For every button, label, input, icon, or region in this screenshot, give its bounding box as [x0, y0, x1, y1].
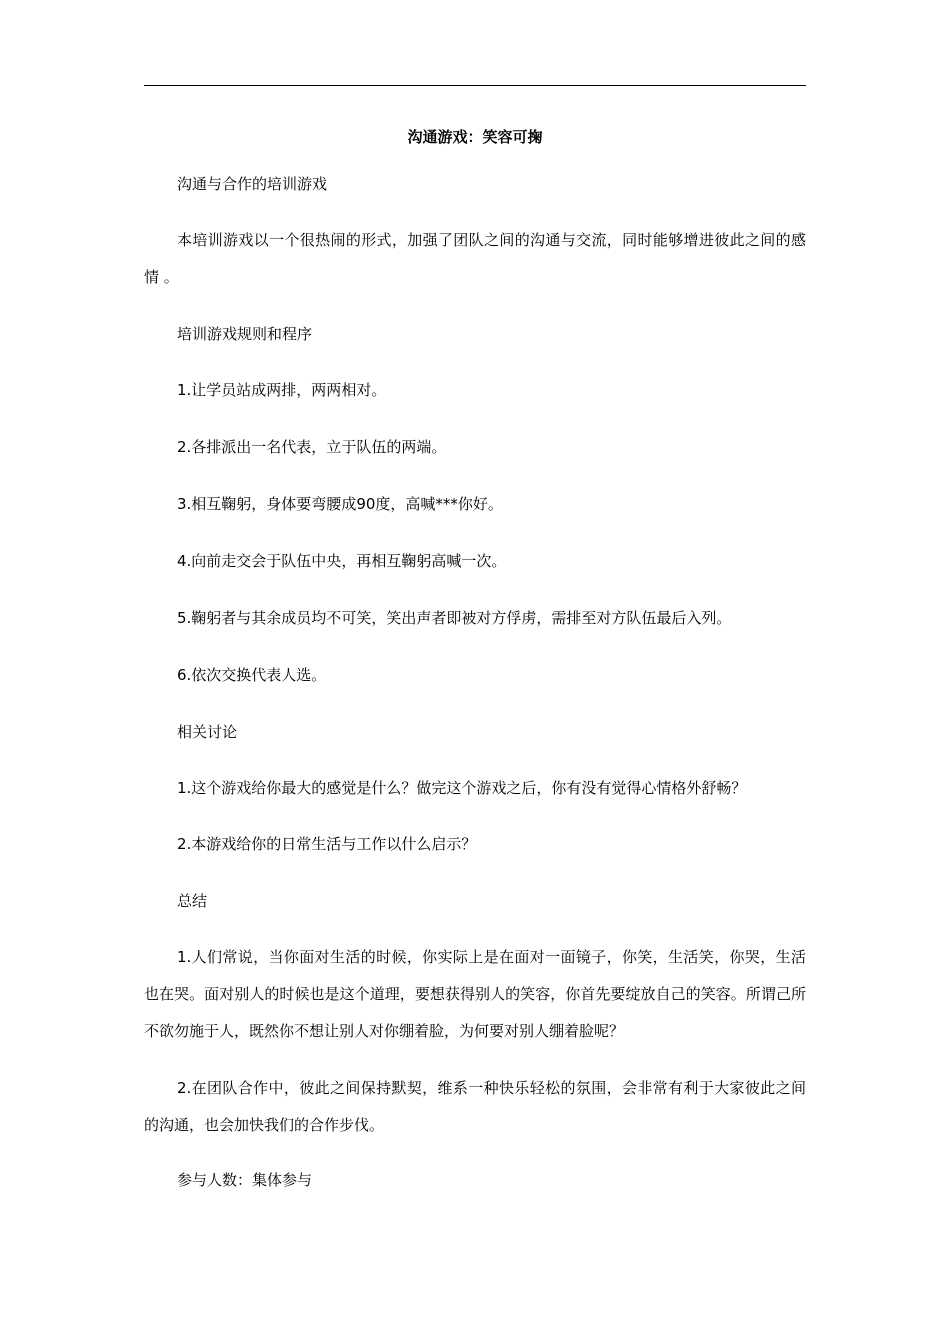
heading-summary: 总结 — [177, 892, 208, 910]
rule-item-4: 4.向前走交会于队伍中央，再相互鞠躬高喊一次。 — [177, 552, 507, 570]
rule-item-3: 3.相互鞠躬，身体要弯腰成90度，高喊***你好。 — [177, 495, 503, 513]
rule-item-6: 6.依次交换代表人选。 — [177, 666, 327, 684]
discussion-item-1: 1.这个游戏给你最大的感觉是什么？做完这个游戏之后，你有没有觉得心情格外舒畅？ — [177, 779, 747, 797]
summary-item-1: 1.人们常说，当你面对生活的时候，你实际上是在面对一面镜子，你笑，生活笑，你哭，生活也在哭。面对别人的时候也是这个道理，要想获得别人的笑容，你首先要绽放自己的笑容。所谓己所不欲勿施于人，既然你不想让别人对你绷着脸，为何要对别人绷着脸呢？ — [144, 948, 806, 1040]
paragraph-subtitle: 沟通与合作的培训游戏 — [177, 175, 328, 193]
rule-item-1: 1.让学员站成两排，两两相对。 — [177, 381, 387, 399]
document-title: 沟通游戏：笑容可掬 — [407, 128, 543, 146]
rule-item-5: 5.鞠躬者与其余成员均不可笑，笑出声者即被对方俘虏，需排至对方队伍最后入列。 — [177, 609, 732, 627]
participants-line: 参与人数：集体参与 — [177, 1171, 313, 1189]
discussion-item-2: 2.本游戏给你的日常生活与工作以什么启示？ — [177, 835, 477, 853]
paragraph-intro: 本培训游戏以一个很热闹的形式，加强了团队之间的沟通与交流，同时能够增进彼此之间的感情 。 — [144, 231, 806, 286]
heading-discussion: 相关讨论 — [177, 723, 238, 741]
header-rule — [144, 85, 806, 86]
summary-item-2: 2.在团队合作中，彼此之间保持默契，维系一种快乐轻松的氛围，会非常有利于大家彼此之间的沟通，也会加快我们的合作步伐。 — [144, 1079, 806, 1134]
heading-rules: 培训游戏规则和程序 — [177, 325, 313, 343]
rule-item-2: 2.各排派出一名代表，立于队伍的两端。 — [177, 438, 447, 456]
